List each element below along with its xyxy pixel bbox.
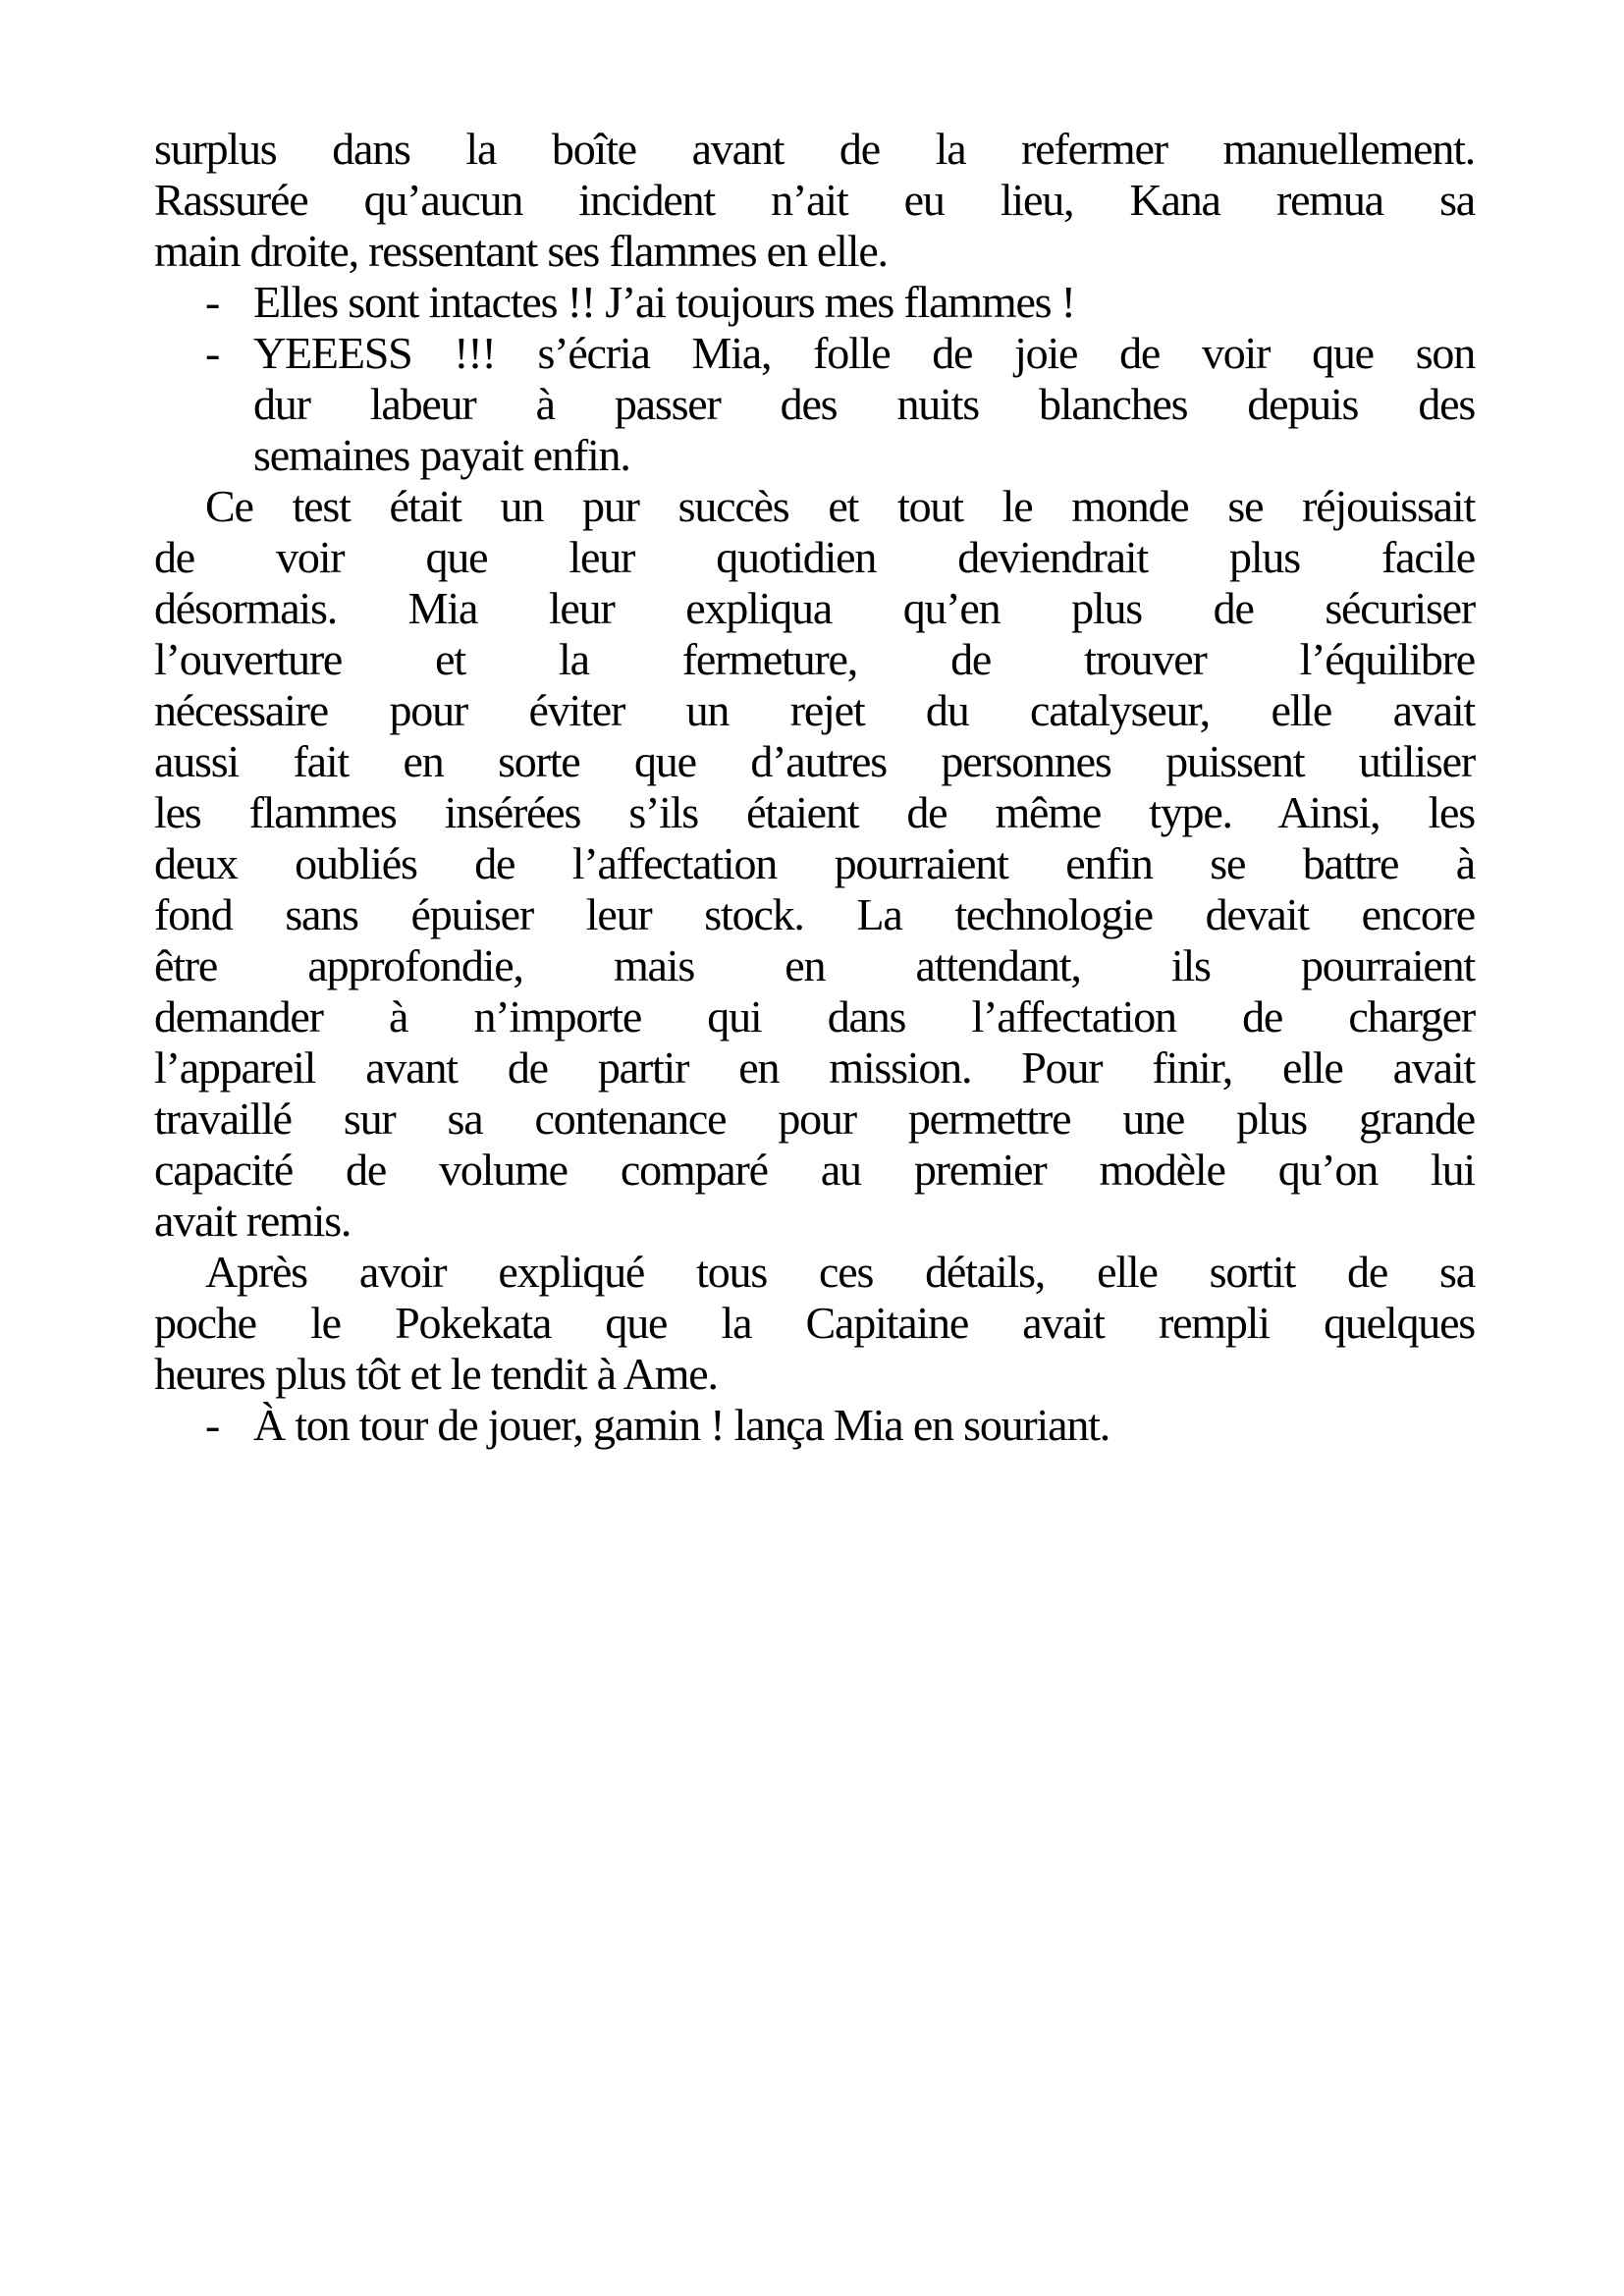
text-line: aussi fait en sorte que d’autres personnes puissent utiliser — [154, 736, 1475, 786]
dialogue-dash: - — [205, 1400, 221, 1450]
text-line: être approfondie, mais en attendant, ils pourraient — [154, 940, 1476, 990]
text-line: Après avoir expliqué tous ces détails, elle sortit de sa — [205, 1247, 1475, 1297]
text-line: Elles sont intactes !! J’ai toujours mes flammes ! — [253, 277, 1075, 327]
paragraph-pokekata — [154, 1247, 1475, 1400]
text-line: Ce test était un pur succès et tout le monde se réjouissait — [205, 481, 1476, 531]
text-line: main droite, ressentant ses flammes en elle. — [154, 226, 888, 276]
text-line: capacité de volume comparé au premier modèle qu’on lui — [154, 1145, 1475, 1195]
text-line: travaillé sur sa contenance pour permettre une plus grande — [154, 1094, 1475, 1144]
dialogue-dash: - — [205, 277, 221, 327]
text-line: désormais. Mia leur expliqua qu’en plus de sécuriser — [154, 583, 1476, 633]
text-line: les flammes insérées s’ils étaient de même type. Ainsi, les — [154, 787, 1475, 837]
text-line: dur labeur à passer des nuits blanches depuis des — [253, 379, 1476, 429]
paragraph-continuation — [154, 124, 1475, 277]
dialogue-line-mia-final — [154, 1400, 1475, 1451]
text-line: de voir que leur quotidien deviendrait plus facile — [154, 532, 1475, 582]
text-line: heures plus tôt et le tendit à Ame. — [154, 1349, 718, 1399]
text-line: demander à n’importe qui dans l’affectation de charger — [154, 991, 1475, 1041]
text-line: Rassurée qu’aucun incident n’ait eu lieu, Kana remua sa — [154, 175, 1475, 225]
text-line: l’appareil avant de partir en mission. Pour finir, elle avait — [154, 1042, 1475, 1093]
text-line: fond sans épuiser leur stock. La technologie devait encore — [154, 889, 1475, 939]
text-line: l’ouverture et la fermeture, de trouver l’équilibre — [154, 634, 1475, 684]
text-line: À ton tour de jouer, gamin ! lança Mia en souriant. — [253, 1400, 1110, 1450]
dialogue-line-mia — [154, 328, 1475, 481]
dialogue-line-kana — [154, 277, 1475, 328]
book-page — [154, 124, 1475, 1451]
text-line: nécessaire pour éviter un rejet du catalyseur, elle avait — [154, 685, 1475, 735]
text-line: semaines payait enfin. — [253, 430, 630, 480]
dialogue-dash: - — [205, 328, 221, 378]
text-line: poche le Pokekata que la Capitaine avait rempli quelques — [154, 1298, 1475, 1348]
text-line: surplus dans la boîte avant de la refermer manuellement. — [154, 124, 1475, 174]
text-line: YEEESS !!! s’écria Mia, folle de joie de voir que son — [253, 328, 1476, 378]
paragraph-test-success — [154, 481, 1475, 1247]
text-line: avait remis. — [154, 1196, 352, 1246]
text-line: deux oubliés de l’affectation pourraient enfin se battre à — [154, 838, 1476, 888]
